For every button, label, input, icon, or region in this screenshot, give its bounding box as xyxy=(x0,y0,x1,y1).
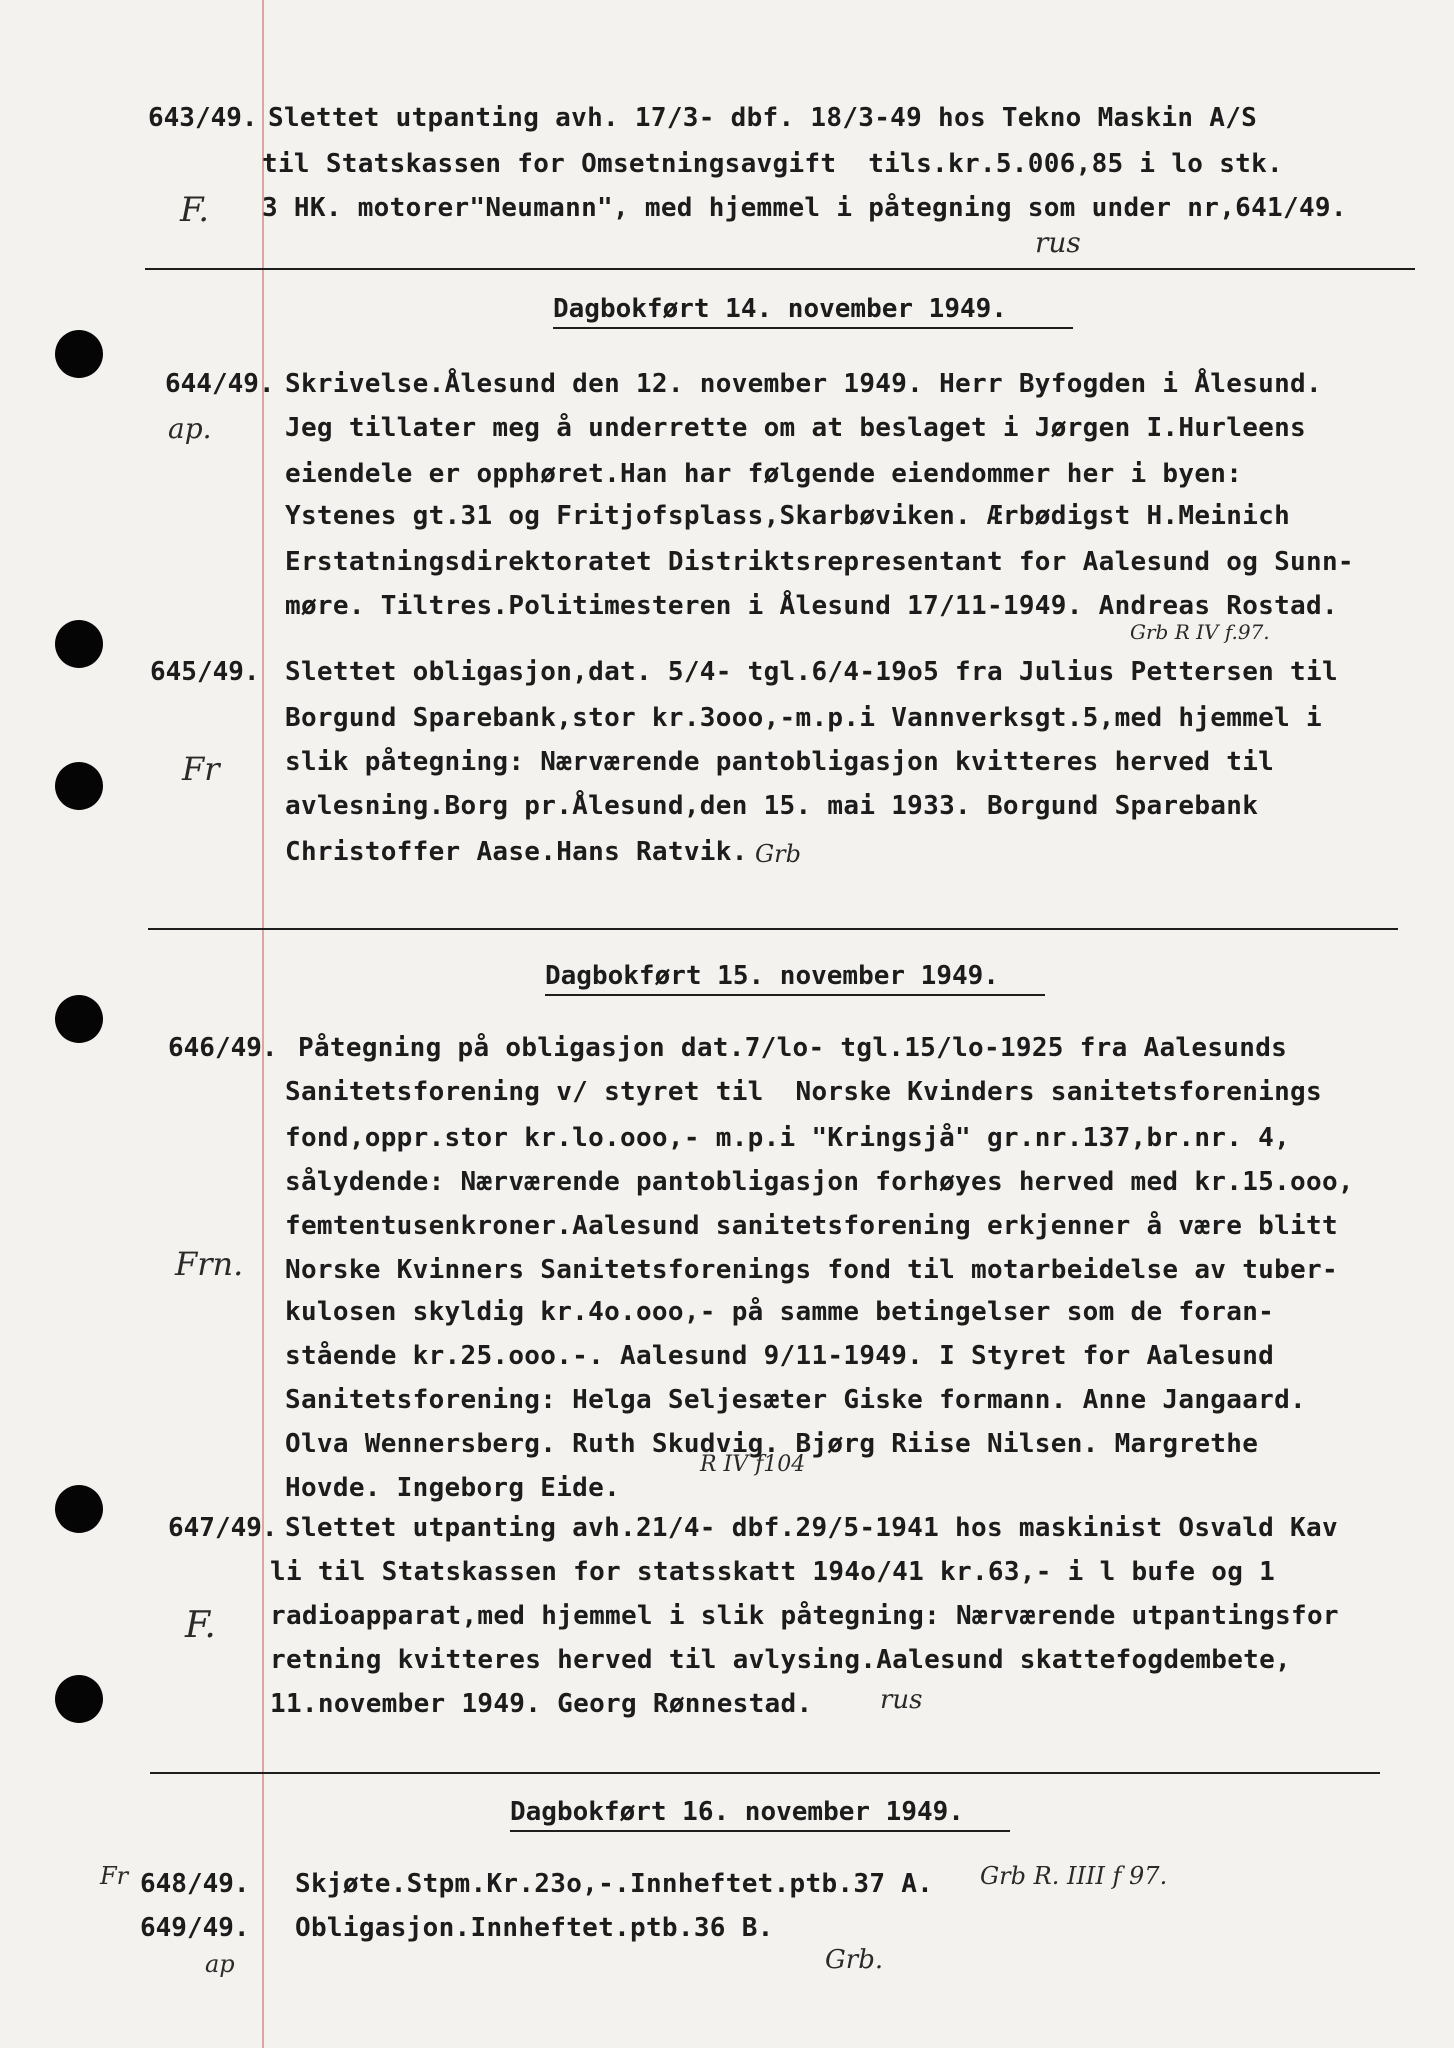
entry-line: sålydende: Nærværende pantobligasjon forhøyes herved med kr.15.ooo, xyxy=(285,1167,1354,1197)
date-heading: Dagbokført 14. november 1949. xyxy=(553,294,1007,324)
divider-rule xyxy=(150,1772,1380,1774)
entry-line: møre. Tiltres.Politimesteren i Ålesund 17/11-1949. Andreas Rostad. xyxy=(285,591,1338,621)
margin-note: Frn. xyxy=(175,1245,244,1283)
entry-line: stående kr.25.ooo.-. Aalesund 9/11-1949. I Styret for Aalesund xyxy=(285,1341,1275,1371)
entry-line: til Statskassen for Omsetningsavgift tils.kr.5.006,85 i lo stk. xyxy=(262,149,1284,179)
register-reference: Grb R IV f.97. xyxy=(1130,620,1270,644)
margin-note: Fr xyxy=(182,750,220,788)
entry-number: 645/49. xyxy=(150,657,260,687)
date-heading: Dagbokført 15. november 1949. xyxy=(545,961,999,991)
margin-note: F. xyxy=(180,190,210,230)
heading-underline xyxy=(545,994,1045,996)
entry-line: Påtegning på obligasjon dat.7/lo- tgl.15/lo-1925 fra Aalesunds xyxy=(298,1033,1288,1063)
entry-line: Sanitetsforening v/ styret til Norske Kvinders sanitetsforenings xyxy=(285,1077,1322,1107)
entry-number: 648/49. xyxy=(140,1869,250,1899)
red-margin-line xyxy=(262,0,264,2048)
margin-note: ap xyxy=(205,1950,235,1978)
punch-hole xyxy=(55,620,103,668)
margin-note: Fr xyxy=(100,1862,129,1890)
entry-line: Sanitetsforening: Helga Seljesæter Giske formann. Anne Jangaard. xyxy=(285,1385,1307,1415)
handwritten-initials: Grb xyxy=(755,840,802,868)
entry-number: 644/49. xyxy=(165,369,275,399)
entry-line: Christoffer Aase.Hans Ratvik. xyxy=(285,837,748,867)
entry-line: Ystenes gt.31 og Fritjofsplass,Skarbøviken. Ærbødigst H.Meinich xyxy=(285,501,1291,531)
punch-hole xyxy=(55,330,103,378)
handwritten-initials: Grb. xyxy=(825,1945,884,1975)
entry-line: Erstatningsdirektoratet Distriktsrepresentant for Aalesund og Sunn- xyxy=(285,547,1354,577)
entry-line: kulosen skyldig kr.4o.ooo,- på samme betingelser som de foran- xyxy=(285,1297,1275,1327)
entry-number: 646/49. xyxy=(168,1033,278,1063)
entry-line: 11.november 1949. Georg Rønnestad. xyxy=(270,1689,813,1719)
entry-line: Hovde. Ingeborg Eide. xyxy=(285,1473,621,1503)
entry-line: Skrivelse.Ålesund den 12. november 1949. Herr Byfogden i Ålesund. xyxy=(285,369,1322,399)
punch-hole xyxy=(55,1675,103,1723)
entry-number: 647/49. xyxy=(168,1513,278,1543)
handwritten-initials: rus xyxy=(1035,226,1081,259)
entry-line: slik påtegning: Nærværende pantobligasjon kvitteres herved til xyxy=(285,747,1275,777)
entry-line: Borgund Sparebank,stor kr.3ooo,-m.p.i Vannverksgt.5,med hjemmel i xyxy=(285,703,1322,733)
divider-rule xyxy=(148,928,1398,930)
entry-line: Obligasjon.Innheftet.ptb.36 B. xyxy=(295,1913,774,1943)
entry-line: femtentusenkroner.Aalesund sanitetsforening erkjenner å være blitt xyxy=(285,1211,1338,1241)
entry-line: fond,oppr.stor kr.lo.ooo,- m.p.i "Kringsjå" gr.nr.137,br.nr. 4, xyxy=(285,1123,1291,1153)
margin-note: ap. xyxy=(168,412,212,445)
date-heading: Dagbokført 16. november 1949. xyxy=(510,1797,964,1827)
entry-line: Jeg tillater meg å underrette om at beslaget i Jørgen I.Hurleens xyxy=(285,413,1307,443)
entry-line: Slettet utpanting avh. 17/3- dbf. 18/3-49 hos Tekno Maskin A/S xyxy=(268,103,1258,133)
margin-note: F. xyxy=(185,1605,216,1646)
punch-hole xyxy=(55,995,103,1043)
entry-line: radioapparat,med hjemmel i slik påtegning: Nærværende utpantingsfor xyxy=(270,1601,1339,1631)
heading-underline xyxy=(553,327,1073,329)
entry-line: li til Statskassen for statsskatt 194o/41 kr.63,- i l bufe og 1 xyxy=(270,1557,1276,1587)
register-reference: R IV f104 xyxy=(700,1452,806,1477)
entry-line: Slettet obligasjon,dat. 5/4- tgl.6/4-19o5 fra Julius Pettersen til xyxy=(285,657,1338,687)
entry-line: eiendele er opphøret.Han har følgende eiendommer her i byen: xyxy=(285,459,1243,489)
entry-line: Norske Kvinners Sanitetsforenings fond til motarbeidelse av tuber- xyxy=(285,1255,1338,1285)
entry-line: Slettet utpanting avh.21/4- dbf.29/5-1941 hos maskinist Osvald Kav xyxy=(285,1513,1338,1543)
punch-hole xyxy=(55,762,103,810)
heading-underline xyxy=(510,1830,1010,1832)
register-reference: Grb R. IIII f 97. xyxy=(980,1862,1168,1890)
handwritten-initials: rus xyxy=(880,1685,923,1715)
entry-number: 649/49. xyxy=(140,1913,250,1943)
punch-hole xyxy=(55,1485,103,1533)
divider-rule xyxy=(145,268,1415,270)
entry-line: Skjøte.Stpm.Kr.23o,-.Innheftet.ptb.37 A. xyxy=(295,1869,934,1899)
entry-line: retning kvitteres herved til avlysing.Aalesund skattefogdembete, xyxy=(270,1645,1292,1675)
entry-number: 643/49. xyxy=(148,103,258,133)
entry-line: Olva Wennersberg. Ruth Skudvig. Bjørg Riise Nilsen. Margrethe xyxy=(285,1429,1259,1459)
entry-line: 3 HK. motorer"Neumann", med hjemmel i påtegning som under nr,641/49. xyxy=(262,193,1347,223)
entry-line: avlesning.Borg pr.Ålesund,den 15. mai 1933. Borgund Sparebank xyxy=(285,791,1259,821)
